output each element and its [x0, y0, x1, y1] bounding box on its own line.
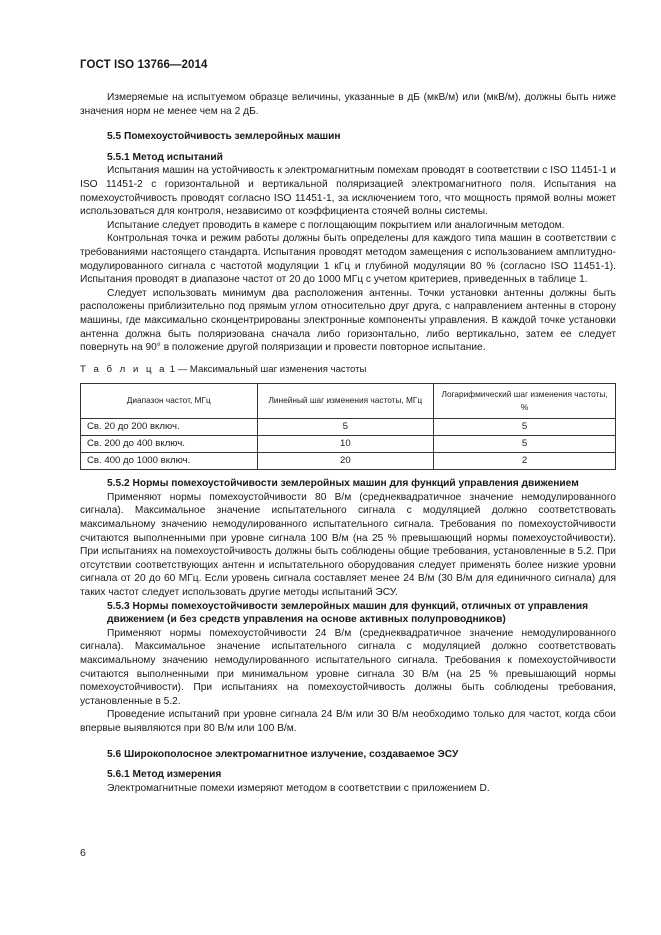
table-caption	[80, 363, 616, 377]
paragraph-intro: Измеряемые на испытуемом образце величины, указанные в дБ (мкВ/м) или (мкВ/м), должны быть ниже значения норм не менее чем на 2 дБ.	[80, 92, 616, 117]
heading-5-5-3: 5.5.3 Нормы помехоустойчивости землеройных машин для функций, отличных от управления движением (и без средств управления на основе активных полупроводников)	[107, 600, 589, 626]
table-cell-log: 2	[434, 453, 616, 470]
table-header-row	[81, 384, 616, 419]
paragraph-5-5-3-a: Применяют нормы помехоустойчивости 24 В/м (среднеквадратичное значение немодулированного сигнала). Максимальное значение испытательного сигнала с модуляцией должно соответствовать максимальному значению немодулированного испытательного сигнала. Требования к помехоустойчивости считаются выполненными при минимальном уровне сигнала 30 В/м (на 25 % превышающий нормы помехоустойчивости). При испытаниях на помехоустойчивость должны быть соблюдены требования, установленные в 5.2.	[80, 627, 616, 707]
table-caption-text: 1 — Максимальный шаг изменения частоты	[169, 363, 367, 375]
paragraph-5-5-1-a: Испытания машин на устойчивость к электромагнитным помехам проводят в соответствии с ISO 11451-1 и ISO 11451-2 с горизонтальной и вертикальной поляризацией электромагнитного поля. Испытания на помехоустойчивость проводят согласно ISO 11451-1, за исключением того, что мощность прямой волны может использоваться для контроля, независимо от коэффициента стоячей волны системы.	[80, 165, 616, 218]
paragraph-5-5-3-b: Проведение испытаний при уровне сигнала 24 В/м или 30 В/м необходимо только для частот, когда сбои впервые выявляются при 80 В/м или 100 В/м.	[80, 709, 616, 734]
table-cell-range: Св. 400 до 1000 включ.	[81, 453, 258, 470]
paragraph-5-5-1-d: Следует использовать минимум два расположения антенны. Точки установки антенны должны быть расположены приблизительно под прямым углом относительно друг друга, с направлением антенны в сторону машины, где максимально сконцентрированы электронные компоненты управления. В каждой точке установки антенна должна быть поляризована сначала либо горизонтально, либо вертикально, затем ее следует повернуть на 90° в положение другой поляризации и провести повторное испытание.	[80, 287, 616, 354]
table-cell-linear: 10	[257, 436, 434, 453]
heading-5-6: 5.6 Широкополосное электромагнитное излучение, создаваемое ЭСУ	[107, 748, 459, 760]
paragraph-5-5-1-c: Контрольная точка и режим работы должны быть определены для каждого типа машин в соответствии с требованиями настоящего стандарта. Испытания проводят методом замещения с использованием амплитудно-модулированного сигнала с частотой модуляции 1 кГц и глубиной модуляции 80 % (согласно ISO 11451-1). Испытания проводят в диапазоне частот от 20 до 1000 МГц с учетом критериев, приведенных в таблице 1.	[80, 233, 616, 286]
table-row	[81, 419, 616, 436]
table-cell-linear: 20	[257, 453, 434, 470]
heading-5-5: 5.5 Помехоустойчивость землеройных машин	[107, 131, 341, 143]
table-cell-range: Св. 200 до 400 включ.	[81, 436, 258, 453]
table-row	[81, 436, 616, 453]
table-caption-prefix: Т а б л и ц а	[80, 363, 167, 375]
table-cell-range: Св. 20 до 200 включ.	[81, 419, 258, 436]
table-header-cell: Линейный шаг изменения частоты, МГц	[257, 384, 434, 419]
heading-5-5-2: 5.5.2 Нормы помехоустойчивости землеройных машин для функций управления движением	[107, 478, 579, 490]
paragraph-5-6-1: Электромагнитные помехи измеряют методом в соответствии с приложением D.	[107, 782, 490, 794]
document-header: ГОСТ ISO 13766—2014	[80, 59, 208, 71]
table-header-cell: Диапазон частот, МГц	[81, 384, 258, 419]
table-header-cell: Логарифмический шаг изменения частоты, %	[434, 384, 616, 419]
table-cell-linear: 5	[257, 419, 434, 436]
paragraph-5-5-1-b: Испытание следует проводить в камере с поглощающим покрытием или аналогичным методом.	[107, 219, 565, 231]
heading-5-5-1: 5.5.1 Метод испытаний	[107, 151, 223, 163]
document-body	[80, 91, 616, 795]
table-cell-log: 5	[434, 419, 616, 436]
heading-5-6-1: 5.6.1 Метод измерения	[107, 769, 222, 781]
frequency-step-table	[80, 383, 616, 470]
page-number: 6	[80, 847, 86, 859]
table-row	[81, 453, 616, 470]
paragraph-5-5-2: Применяют нормы помехоустойчивости 80 В/м (среднеквадратичное значение немодулированного сигнала). Максимальное значение испытательного сигнала с модуляцией должно соответствовать максимальному значению немодулированного испытательного сигнала. Требования по помехоустойчивости считаются выполненными при уровне сигнала 100 В/м (на 25 % превышающий нормы помехоустойчивости). При испытаниях на помехоустойчивость должны быть соблюдены общие требования, установленные в 5.2. При отсутствии соответствующих антенн и испытательного оборудования следует применять более низкие уровни сигнала от 20 до 60 МГц. Если уровень сигнала составляет менее 24 В/м (30 В/м для единичного сигнала) для таких частот следует использовать другие методы испытаний ЭСУ.	[80, 491, 616, 599]
table-cell-log: 5	[434, 436, 616, 453]
